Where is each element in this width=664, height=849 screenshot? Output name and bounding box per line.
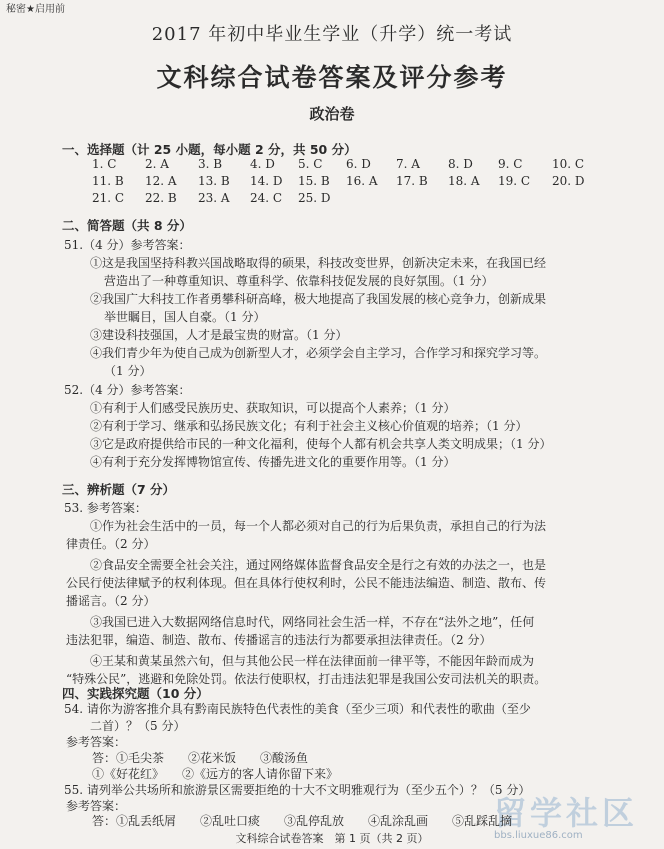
s2-line: ②有利于学习、继承和弘扬民族文化；有利于社会主义核心价值观的培养；（1 分） xyxy=(90,419,528,433)
choice-answer: 1. C xyxy=(92,157,117,171)
s2-line: 营造出了一种尊重知识、尊重科学、依靠科技促发展的良好氛围。（1 分） xyxy=(104,274,494,288)
s4-line: 二首）？（5 分） xyxy=(90,719,186,733)
choice-answer: 9. C xyxy=(498,157,523,171)
s2-line: 51.（4 分）参考答案： xyxy=(64,238,191,252)
choice-answer: 19. C xyxy=(498,174,531,188)
choice-answer: 4. D xyxy=(250,157,275,171)
s4-line: 参考答案： xyxy=(66,735,127,749)
watermark-url: bbs.liuxue86.com xyxy=(494,830,583,841)
s2-line: ③它是政府提供给市民的一种文化福利，使每个人都有机会共享人类文明成果；（1 分） xyxy=(90,437,552,451)
watermark-text: 留学社区 xyxy=(494,794,639,832)
s4-line: 54. 请你为游客推介具有黔南民族特色代表性的美食（至少三项）和代表性的歌曲（至少 xyxy=(64,702,531,716)
choice-answer: 15. B xyxy=(298,174,330,188)
s4-line: 答：①毛尖茶 ②花米饭 ③酸汤鱼 xyxy=(92,751,309,765)
choice-answer: 12. A xyxy=(145,174,177,188)
section3-heading: 三、辨析题（7 分） xyxy=(62,482,176,497)
s2-line: （1 分） xyxy=(104,364,152,378)
choice-answer: 5. C xyxy=(298,157,323,171)
choice-answer: 14. D xyxy=(250,174,283,188)
s2-line: ④我们青少年为使自己成为创新型人才，必须学会自主学习，合作学习和探究学习等。 xyxy=(90,346,547,360)
s3-line: 播谣言。（2 分） xyxy=(66,594,156,608)
section1-heading: 一、选择题（计 25 小题，每小题 2 分，共 50 分） xyxy=(62,142,357,157)
s3-line: ②食品安全需要全社会关注，通过网络媒体监督食品安全是行之有效的办法之一，也是 xyxy=(90,558,547,572)
s3-line: “特殊公民”，逃避和免除处罚。依法行使职权，打击违法犯罪是我国公安司法机关的职责。 xyxy=(66,672,547,686)
choice-answer: 24. C xyxy=(250,191,283,205)
choice-answer: 10. C xyxy=(552,157,585,171)
s2-line: 举世瞩目，国人自豪。（1 分） xyxy=(104,310,266,324)
choice-answer: 22. B xyxy=(145,191,177,205)
subject-title: 政治卷 xyxy=(309,105,355,123)
choice-answer: 21. C xyxy=(92,191,125,205)
s4-line: 答：①乱丢纸屑 ②乱吐口痰 ③乱停乱放 ④乱涂乱画 ⑤乱踩乱摘 xyxy=(92,814,513,828)
s3-line: 违法犯罪，编造、制造、散布、传播谣言的违法行为都要承担法律责任。（2 分） xyxy=(66,633,492,647)
choice-answer: 6. D xyxy=(346,157,371,171)
s4-line: ①《好花红》 ②《远方的客人请你留下来》 xyxy=(92,767,339,781)
s3-line: 公民行使法律赋予的权利体现。但在具体行使权利时，公民不能违法编造、制造、散布、传 xyxy=(66,576,547,590)
choice-answer: 18. A xyxy=(448,174,480,188)
s2-line: ③建设科技强国，人才是最宝贵的财富。（1 分） xyxy=(90,328,348,342)
s2-line: ④有利于充分发挥博物馆宣传、传播先进文化的重要作用等。（1 分） xyxy=(90,455,456,469)
s3-line: ③我国已进入大数据网络信息时代，网络同社会生活一样，不存在“法外之地”，任何 xyxy=(90,615,535,629)
choice-answer: 25. D xyxy=(298,191,331,205)
section2-heading: 二、简答题（共 8 分） xyxy=(62,218,192,233)
choice-answer: 13. B xyxy=(198,174,230,188)
s3-line: ④王某和黄某虽然六旬，但与其他公民一样在法律面前一律平等，不能因年龄而成为 xyxy=(90,654,535,668)
choice-answer: 23. A xyxy=(198,191,230,205)
s4-line: 55. 请列举公共场所和旅游景区需要拒绝的十大不文明雅观行为（至少五个）？（5 分） xyxy=(64,783,531,797)
exam-title: 2017 年初中毕业生学业（升学）统一考试 xyxy=(151,24,513,45)
s3-line: ①作为社会生活中的一员，每一个人都必须对自己的行为后果负责，承担自己的行为法 xyxy=(90,519,547,533)
s2-line: ①这是我国坚持科教兴国战略取得的硕果，科技改变世界，创新决定未来，在我国已经 xyxy=(90,256,547,270)
choice-answer: 11. B xyxy=(92,174,124,188)
s2-line: ②我国广大科技工作者勇攀科研高峰，极大地提高了我国发展的核心竞争力，创新成果 xyxy=(90,292,547,306)
choice-answer: 3. B xyxy=(198,157,223,171)
section4-heading: 四、实践探究题（10 分） xyxy=(62,686,209,701)
s3-line: 53. 参考答案： xyxy=(64,501,147,515)
choice-answer: 16. A xyxy=(346,174,378,188)
confidential-mark: 秘密★启用前 xyxy=(6,4,65,15)
choice-answer: 8. D xyxy=(448,157,473,171)
s2-line: ①有利于人们感受民族历史、获取知识，可以提高个人素养；（1 分） xyxy=(90,401,456,415)
document-title: 文科综合试卷答案及评分参考 xyxy=(156,63,508,92)
s3-line: 律责任。（2 分） xyxy=(66,537,156,551)
page-footer: 文科综合试卷答案 第 1 页（共 2 页） xyxy=(235,832,429,845)
choice-answer: 20. D xyxy=(552,174,585,188)
choice-answer: 17. B xyxy=(396,174,428,188)
s2-line: 52.（4 分）参考答案： xyxy=(64,383,191,397)
choice-answer: 2. A xyxy=(145,157,169,171)
s4-line: 参考答案： xyxy=(66,799,127,813)
choice-answer: 7. A xyxy=(396,157,420,171)
